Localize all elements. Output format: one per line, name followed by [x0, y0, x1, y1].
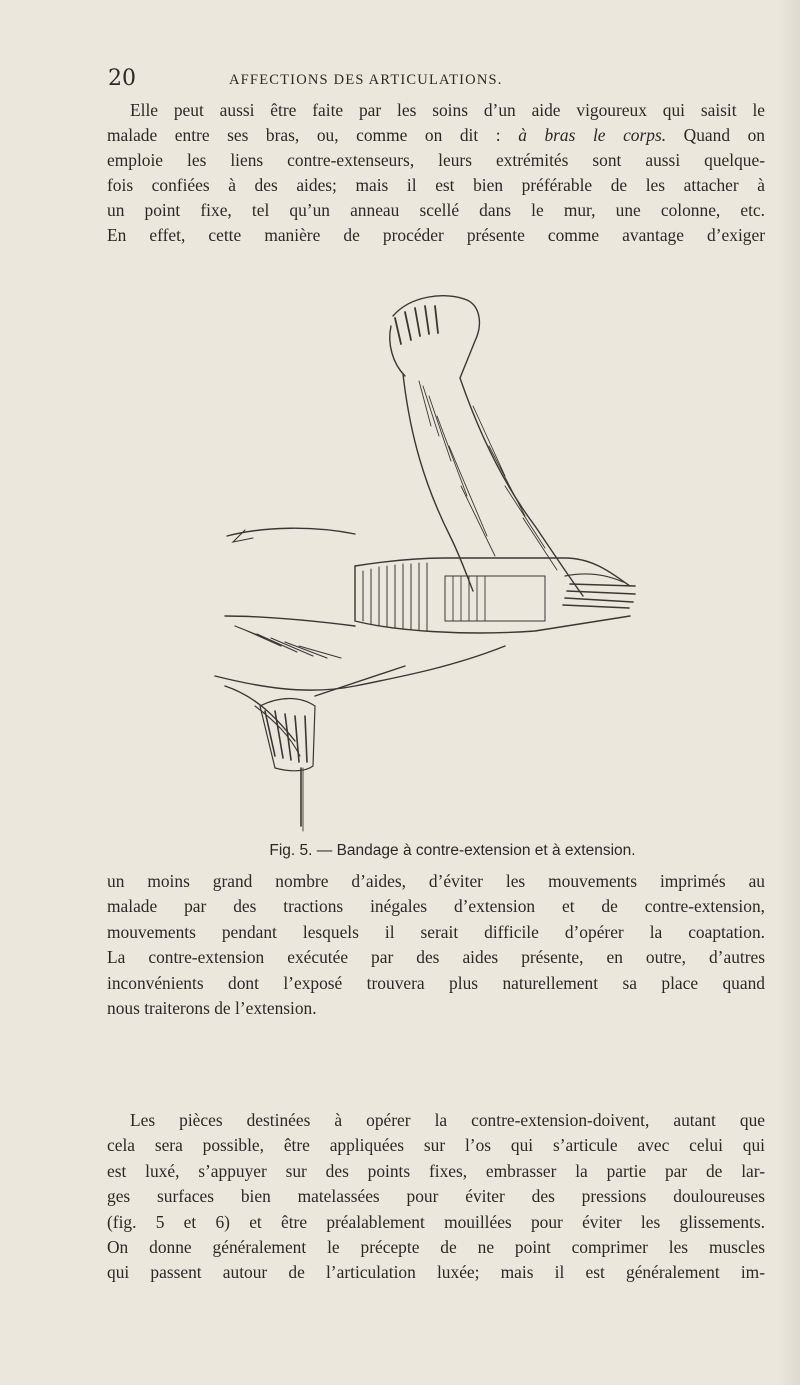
text-line: un point fixe, tel qu’un anneau scellé dans le mur, une colonne, etc. — [107, 200, 765, 220]
arm-right-contour — [460, 378, 583, 596]
text-line: La contre-extension exécutée par des aides présente, en outre, d’autres — [107, 947, 765, 968]
text-line: On donne généralement le précepte de ne point comprimer les muscles — [107, 1237, 765, 1258]
figure-caption: Fig. 5. — Bandage à contre-extension et à extension. — [269, 842, 636, 859]
page-header — [0, 66, 800, 96]
text-line: malade par des tractions inégales d’extension et de contre-extension, — [107, 896, 765, 917]
text-line: fois confiées à des aides; mais il est bien préférable de les attacher à — [107, 175, 765, 195]
text-line: (fig. 5 et 6) et être préalablement mouillées pour éviter les glissements. — [107, 1211, 765, 1232]
text-line: mouvements pendant lesquels il serait difficile d’opérer la coaptation. — [107, 921, 765, 942]
text-line: un moins grand nombre d’aides, d’éviter les mouvements imprimés au — [107, 871, 765, 891]
shoulder-pad-top — [355, 558, 630, 586]
text-line: est luxé, s’appuyer sur des points fixes, embrasser la partie par de lar- — [107, 1160, 765, 1181]
text-line: ges surfaces bien matelassées pour éviter des pressions douloureuses — [107, 1186, 765, 1207]
text-line: Elle peut aussi être faite par les soins d’un aide vigoureux qui saisit le — [130, 100, 765, 120]
figure-bandage-illustration — [205, 286, 645, 846]
lower-contour — [215, 646, 505, 690]
hand-outline — [393, 296, 479, 378]
paragraph-continued — [107, 98, 765, 248]
italic-phrase: à bras le corps. — [518, 125, 667, 145]
page-number: 20 — [108, 66, 136, 91]
paragraph-pieces — [107, 1108, 765, 1286]
text-line: inconvénients dont l’exposé trouvera plus naturellement sa place quand — [107, 972, 765, 993]
text-line: Les pièces destinées à opérer la contre-extension-doivent, autant que — [130, 1110, 765, 1130]
running-title: AFFECTIONS DES ARTICULATIONS. — [229, 72, 503, 88]
text-line: malade entre ses bras, ou, comme on dit : à bras le corps. Quand on — [107, 125, 765, 145]
strap-line — [227, 528, 355, 536]
page-edge-shadow — [778, 0, 800, 1385]
text-line: emploie les liens contre-extenseurs, leurs extrémités sont aussi quelque- — [107, 150, 765, 170]
text-line: cela sera possible, être appliquées sur l’os qui s’articule avec celui qui — [107, 1135, 765, 1156]
paragraph-after-figure — [107, 869, 765, 1021]
text-line: qui passent autour de l’articulation luxée; mais il est généralement im- — [107, 1262, 765, 1283]
text-line: nous traiterons de l’extension. — [107, 998, 317, 1019]
text-line: En effet, cette manière de procéder présente comme avantage d’exiger — [107, 225, 765, 245]
